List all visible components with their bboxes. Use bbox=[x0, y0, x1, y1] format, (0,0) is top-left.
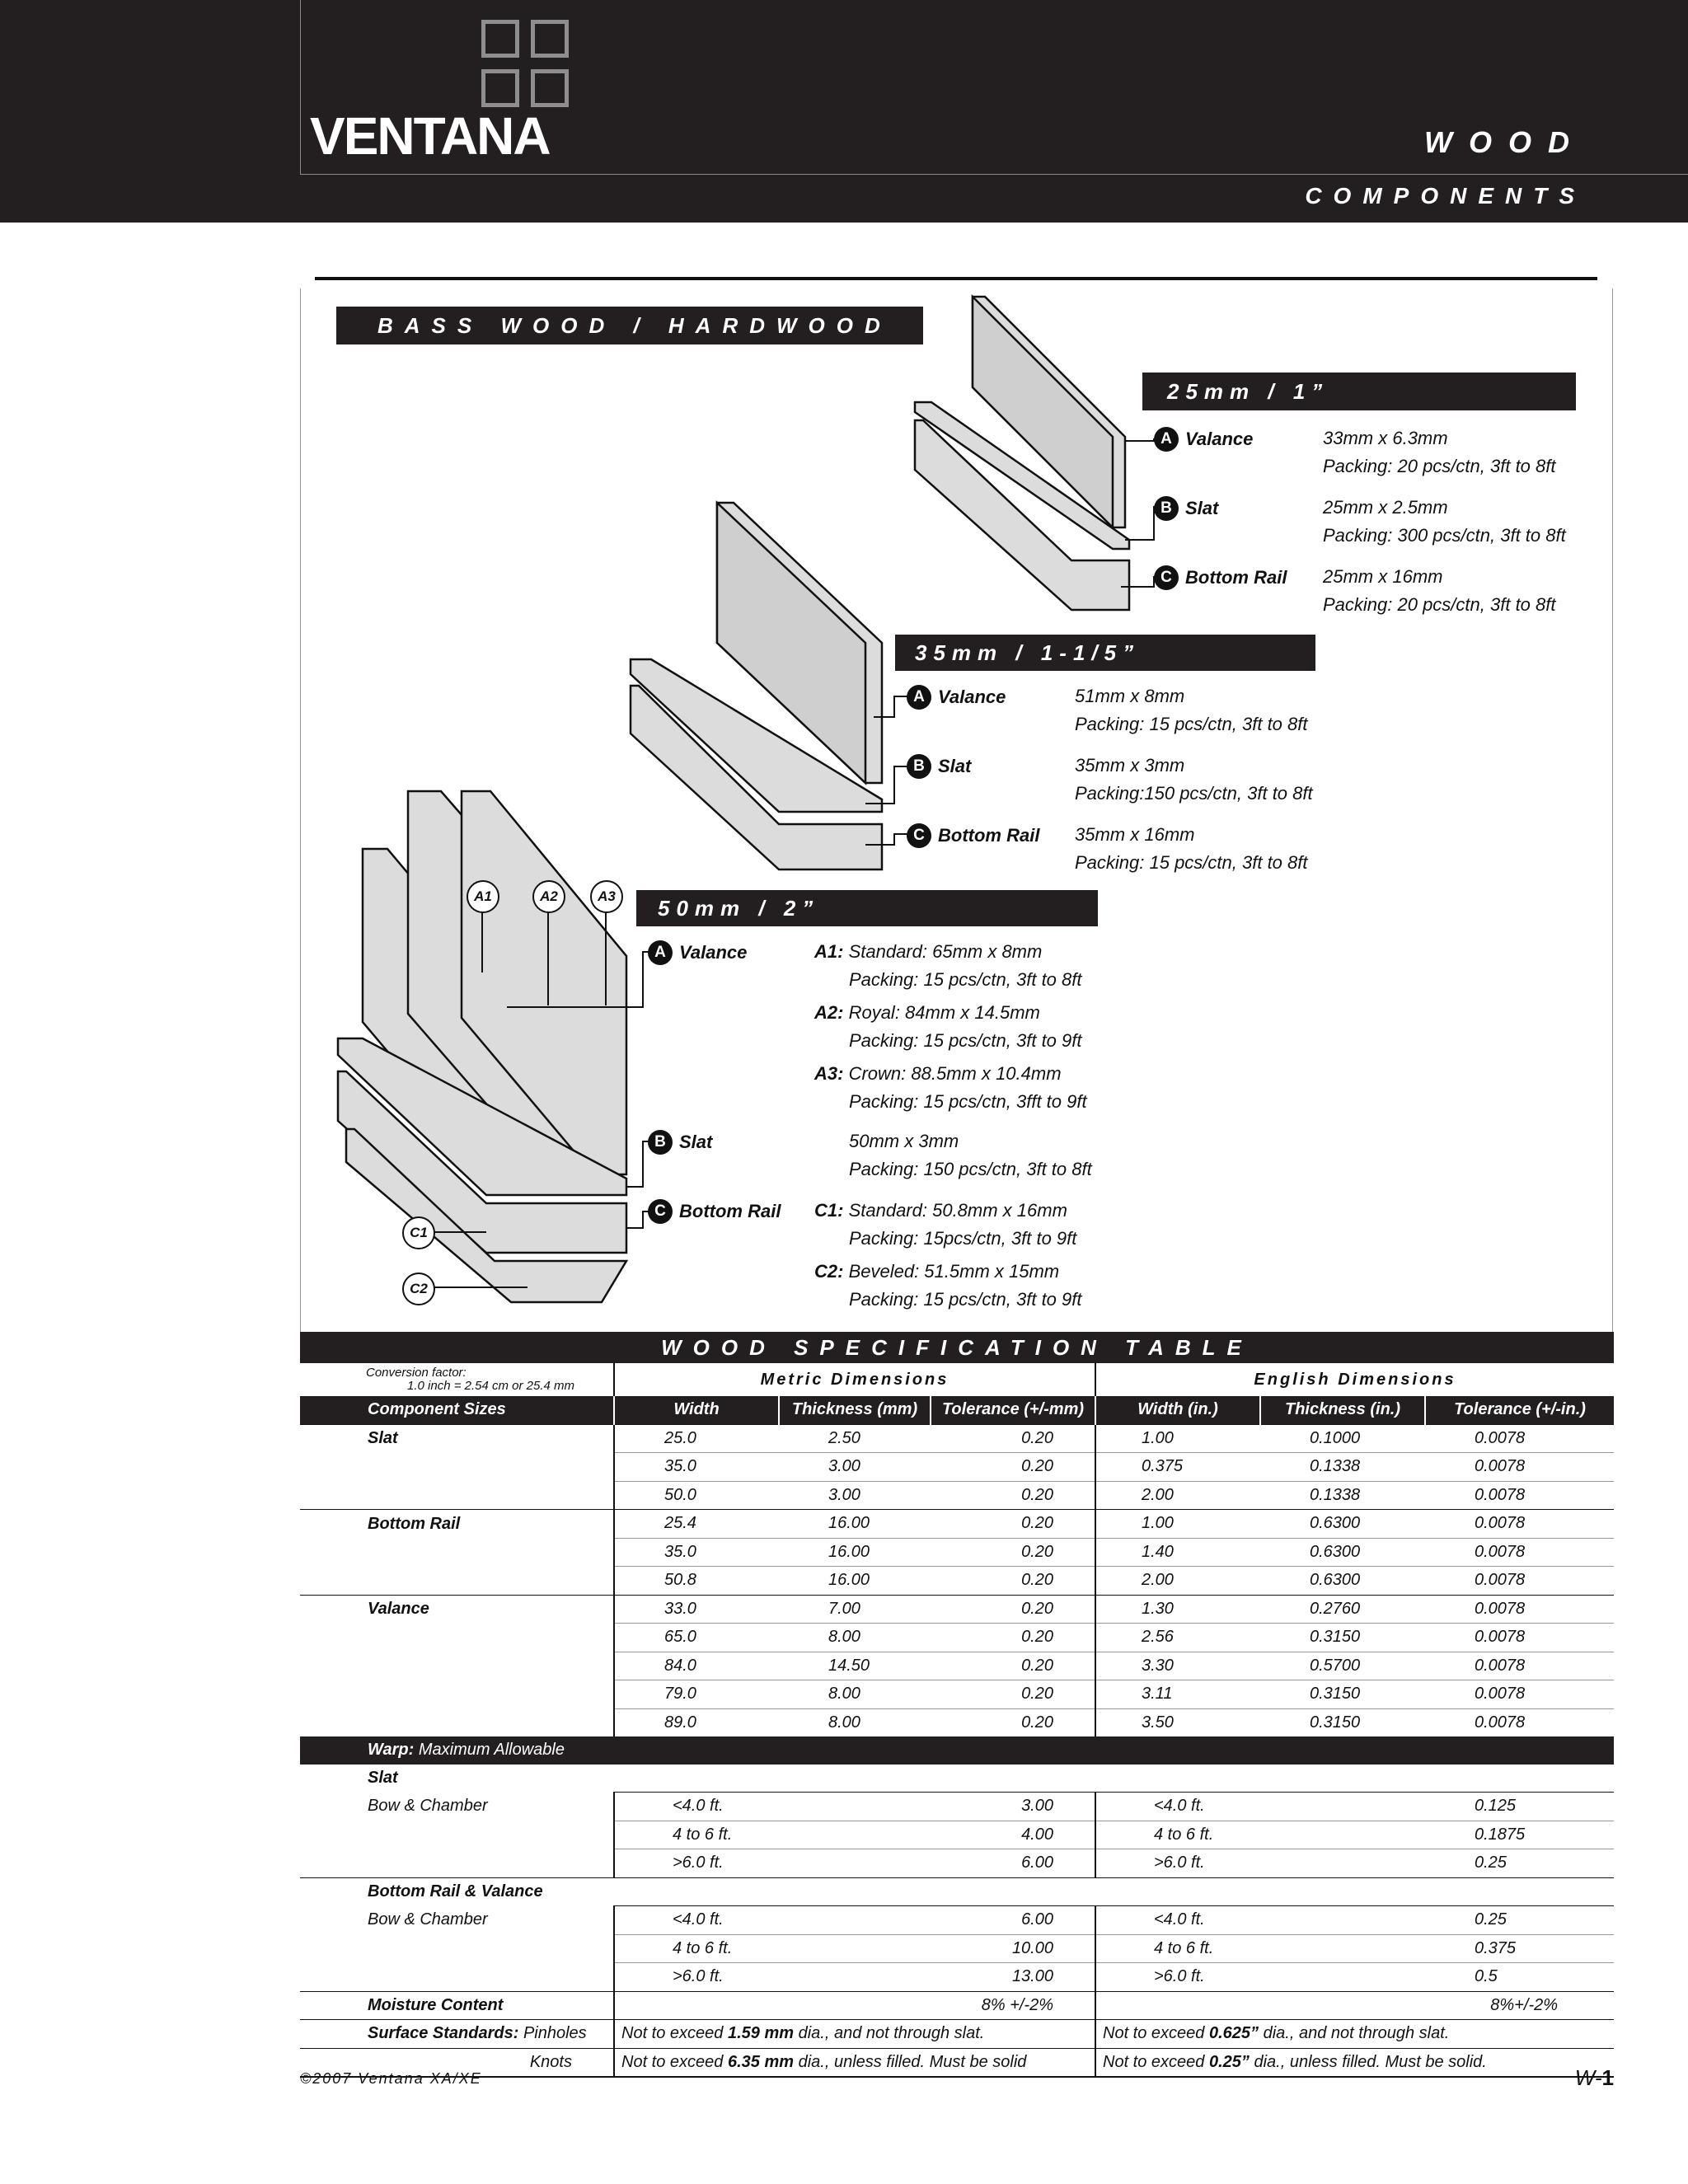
cell-value: 0.6300 bbox=[1260, 1510, 1425, 1539]
component-name bbox=[300, 1680, 614, 1709]
pinholes-label: Pinholes bbox=[523, 2024, 587, 2043]
cell-value: 3.50 bbox=[1095, 1708, 1260, 1736]
warp-rows bbox=[300, 1765, 1614, 1992]
warp-value: >6.0 ft. bbox=[614, 1849, 931, 1878]
cell-value: 3.30 bbox=[1095, 1652, 1260, 1680]
knots-english bbox=[1095, 2048, 1614, 2077]
wood-specification-table bbox=[300, 1332, 1614, 2078]
item-dims: 35mm x 16mm bbox=[1075, 824, 1195, 845]
text: Not to exceed bbox=[621, 2052, 728, 2071]
component-name bbox=[300, 1652, 614, 1680]
badge-a: A bbox=[1154, 427, 1179, 452]
badge-b: B bbox=[648, 1130, 673, 1155]
column-header: Tolerance (+/-mm) bbox=[931, 1396, 1095, 1424]
table-row bbox=[300, 1481, 1614, 1510]
cell-value: 0.20 bbox=[931, 1567, 1095, 1596]
warp-row bbox=[300, 1934, 1614, 1963]
column-header: Thickness (mm) bbox=[779, 1396, 931, 1424]
variant-code: C1: bbox=[814, 1200, 844, 1221]
item-packing: Packing: 20 pcs/ctn, 3ft to 8ft bbox=[1323, 456, 1556, 476]
warp-label: Warp: bbox=[368, 1741, 415, 1760]
text: Not to exceed bbox=[1103, 2024, 1209, 2043]
warp-value: <4.0 ft. bbox=[614, 1906, 931, 1935]
warp-value: 6.00 bbox=[931, 1849, 1095, 1878]
callout-c2: C2 bbox=[402, 1272, 435, 1305]
cell-value: 3.00 bbox=[779, 1453, 931, 1482]
table-row bbox=[300, 1652, 1614, 1680]
warp-value: 0.5 bbox=[1425, 1963, 1614, 1992]
variant-code: A1: bbox=[814, 941, 844, 962]
cell-value: 25.4 bbox=[614, 1510, 779, 1539]
item-dims: 51mm x 8mm bbox=[1075, 686, 1185, 706]
cell-value: 2.56 bbox=[1095, 1624, 1260, 1652]
variant-dims: Standard: 65mm x 8mm bbox=[848, 941, 1043, 962]
component-name bbox=[300, 1481, 614, 1510]
cell-value: 0.20 bbox=[931, 1652, 1095, 1680]
text: Not to exceed bbox=[621, 2024, 728, 2043]
warp-row bbox=[300, 1793, 1614, 1821]
item-dims: 25mm x 2.5mm bbox=[1323, 497, 1448, 518]
variant-code: C2: bbox=[814, 1261, 844, 1282]
cell-value: 0.0078 bbox=[1425, 1567, 1614, 1596]
cell-value: 79.0 bbox=[614, 1680, 779, 1709]
badge-a: A bbox=[907, 685, 931, 710]
component-name bbox=[300, 1708, 614, 1736]
item-dims: 33mm x 6.3mm bbox=[1323, 428, 1448, 448]
cell-value: 0.1338 bbox=[1260, 1481, 1425, 1510]
cell-value: 0.0078 bbox=[1425, 1708, 1614, 1736]
pinholes-metric bbox=[614, 2020, 1095, 2049]
warp-sub bbox=[300, 1934, 614, 1963]
dimension-rows bbox=[300, 1424, 1614, 1736]
cell-value: 0.20 bbox=[931, 1680, 1095, 1709]
table-row bbox=[300, 1538, 1614, 1567]
moisture-metric: 8% +/-2% bbox=[614, 1991, 1095, 2020]
column-header: Width (in.) bbox=[1095, 1396, 1260, 1424]
logo: VENTANA bbox=[310, 106, 550, 166]
cell-value: 1.40 bbox=[1095, 1538, 1260, 1567]
cell-value: 0.0078 bbox=[1425, 1624, 1614, 1652]
warp-group-name: Slat bbox=[368, 1768, 398, 1787]
value: 0.25” bbox=[1208, 2052, 1250, 2071]
warp-value: <4.0 ft. bbox=[614, 1793, 931, 1821]
item-label: Slat bbox=[679, 1132, 713, 1153]
item-label: Slat bbox=[938, 756, 972, 777]
cell-value: 50.0 bbox=[614, 1481, 779, 1510]
cell-value: 16.00 bbox=[779, 1567, 931, 1596]
cell-value: 0.3150 bbox=[1260, 1680, 1425, 1709]
cell-value: 0.3150 bbox=[1260, 1624, 1425, 1652]
warp-value: 0.25 bbox=[1425, 1906, 1614, 1935]
cell-value: 0.20 bbox=[931, 1424, 1095, 1453]
warp-value: 0.25 bbox=[1425, 1849, 1614, 1878]
warp-row bbox=[300, 1821, 1614, 1849]
cell-value: 0.20 bbox=[931, 1624, 1095, 1652]
knots-metric bbox=[614, 2048, 1095, 2077]
warp-value: 13.00 bbox=[931, 1963, 1095, 1992]
table-row bbox=[300, 1624, 1614, 1652]
warp-value: 6.00 bbox=[931, 1906, 1095, 1935]
section-title: BASS WOOD / HARDWOOD bbox=[336, 307, 923, 344]
cell-value: 50.8 bbox=[614, 1567, 779, 1596]
cell-value: 14.50 bbox=[779, 1652, 931, 1680]
warp-sub bbox=[300, 1821, 614, 1849]
cell-value: 1.00 bbox=[1095, 1510, 1260, 1539]
table-row bbox=[300, 1708, 1614, 1736]
variant-packing: Packing: 15 pcs/ctn, 3ft to 9ft bbox=[849, 1289, 1082, 1310]
cell-value: 3.11 bbox=[1095, 1680, 1260, 1709]
cell-value: 0.2760 bbox=[1260, 1595, 1425, 1624]
cell-value: 0.20 bbox=[931, 1708, 1095, 1736]
cell-value: 1.00 bbox=[1095, 1424, 1260, 1453]
cell-value: 0.20 bbox=[931, 1595, 1095, 1624]
conversion-factor bbox=[300, 1363, 614, 1396]
variant-dims: Crown: 88.5mm x 10.4mm bbox=[848, 1063, 1062, 1084]
page-prefix: W- bbox=[1574, 2065, 1602, 2090]
item-dims: 50mm x 3mm bbox=[849, 1131, 959, 1151]
callout-a3: A3 bbox=[590, 880, 623, 913]
cell-value: 8.00 bbox=[779, 1680, 931, 1709]
warp-value: 4 to 6 ft. bbox=[1095, 1934, 1425, 1963]
cell-value: 2.00 bbox=[1095, 1481, 1260, 1510]
warp-value: >6.0 ft. bbox=[1095, 1849, 1425, 1878]
table-row bbox=[300, 1567, 1614, 1596]
warp-header bbox=[300, 1736, 1614, 1765]
cell-value: 2.50 bbox=[779, 1424, 931, 1453]
cell-value: 0.0078 bbox=[1425, 1510, 1614, 1539]
cell-value: 8.00 bbox=[779, 1708, 931, 1736]
page-num: 1 bbox=[1601, 2065, 1614, 2090]
badge-c: C bbox=[648, 1199, 673, 1224]
badge-c: C bbox=[1154, 565, 1179, 590]
cell-value: 3.00 bbox=[779, 1481, 931, 1510]
cell-value: 0.20 bbox=[931, 1538, 1095, 1567]
warp-sub bbox=[300, 1849, 614, 1878]
text: dia., unless filled. Must be solid bbox=[794, 2052, 1027, 2071]
size-heading-25mm: 25mm / 1” bbox=[1142, 373, 1576, 410]
variant-dims: Beveled: 51.5mm x 15mm bbox=[848, 1261, 1060, 1282]
surface-label: Surface Standards: bbox=[368, 2024, 519, 2043]
component-name bbox=[300, 1453, 614, 1482]
knots-label: Knots bbox=[300, 2048, 614, 2077]
item-packing: Packing: 15 pcs/ctn, 3ft to 8ft bbox=[1075, 852, 1308, 873]
item-packing: Packing: 20 pcs/ctn, 3ft to 8ft bbox=[1323, 594, 1556, 615]
component-name: Slat bbox=[300, 1424, 614, 1453]
warp-value: <4.0 ft. bbox=[1095, 1906, 1425, 1935]
cell-value: 0.0078 bbox=[1425, 1652, 1614, 1680]
warp-desc: Maximum Allowable bbox=[418, 1741, 565, 1760]
cell-value: 0.0078 bbox=[1425, 1680, 1614, 1709]
size-heading-50mm: 50mm / 2” bbox=[636, 890, 1098, 926]
item-dims: 35mm x 3mm bbox=[1075, 755, 1185, 776]
cell-value: 65.0 bbox=[614, 1624, 779, 1652]
variant-dims: Standard: 50.8mm x 16mm bbox=[848, 1200, 1067, 1221]
warp-group-header bbox=[300, 1765, 1614, 1793]
cell-value: 7.00 bbox=[779, 1595, 931, 1624]
cell-value: 0.0078 bbox=[1425, 1481, 1614, 1510]
warp-group-header bbox=[300, 1877, 1614, 1906]
badge-b: B bbox=[1154, 496, 1179, 521]
value: 6.35 mm bbox=[727, 2052, 795, 2071]
cell-value: 0.0078 bbox=[1425, 1538, 1614, 1567]
cell-value: 16.00 bbox=[779, 1510, 931, 1539]
cell-value: 0.0078 bbox=[1425, 1453, 1614, 1482]
warp-sub: Bow & Chamber bbox=[368, 1910, 488, 1929]
variant-packing: Packing: 15 pcs/ctn, 3fft to 9ft bbox=[849, 1091, 1087, 1112]
surface-pinholes-label bbox=[300, 2020, 614, 2049]
value: 0.625” bbox=[1208, 2024, 1259, 2043]
cell-value: 0.20 bbox=[931, 1510, 1095, 1539]
metric-header: Metric Dimensions bbox=[614, 1363, 1095, 1396]
table-row bbox=[300, 1453, 1614, 1482]
copyright: ©2007 Ventana XA/XE bbox=[300, 2070, 482, 2087]
item-dims: 25mm x 16mm bbox=[1323, 566, 1443, 587]
item-label: Bottom Rail bbox=[679, 1201, 781, 1222]
text: Not to exceed bbox=[1103, 2052, 1209, 2071]
column-header: Component Sizes bbox=[300, 1396, 614, 1424]
warp-sub bbox=[300, 1963, 614, 1992]
item-packing: Packing:150 pcs/ctn, 3ft to 8ft bbox=[1075, 783, 1313, 804]
badge-a: A bbox=[648, 940, 673, 965]
callout-a2: A2 bbox=[532, 880, 565, 913]
pinholes-english bbox=[1095, 2020, 1614, 2049]
variant-packing: Packing: 15 pcs/ctn, 3ft to 8ft bbox=[849, 969, 1082, 990]
page-title: WOOD bbox=[1424, 125, 1586, 159]
component-name bbox=[300, 1567, 614, 1596]
column-header: Width bbox=[614, 1396, 779, 1424]
item-label: Bottom Rail bbox=[938, 825, 1040, 846]
callout-a1: A1 bbox=[467, 880, 499, 913]
variant-packing: Packing: 15 pcs/ctn, 3ft to 9ft bbox=[849, 1030, 1082, 1051]
warp-value: >6.0 ft. bbox=[614, 1963, 931, 1992]
moisture-label: Moisture Content bbox=[300, 1991, 614, 2020]
item-label: Slat bbox=[1185, 498, 1219, 519]
table-row bbox=[300, 1510, 1614, 1539]
text: dia., and not through slat. bbox=[794, 2024, 985, 2043]
item-packing: Packing: 300 pcs/ctn, 3ft to 8ft bbox=[1323, 525, 1566, 546]
item-packing: Packing: 15 pcs/ctn, 3ft to 8ft bbox=[1075, 714, 1308, 734]
cell-value: 1.30 bbox=[1095, 1595, 1260, 1624]
warp-value: 4 to 6 ft. bbox=[1095, 1821, 1425, 1849]
size-heading-35mm: 35mm / 1-1/5” bbox=[895, 635, 1315, 671]
variant-packing: Packing: 15pcs/ctn, 3ft to 9ft bbox=[849, 1228, 1077, 1249]
cell-value: 8.00 bbox=[779, 1624, 931, 1652]
cell-value: 35.0 bbox=[614, 1538, 779, 1567]
page-number bbox=[1575, 2065, 1614, 2091]
page-subtitle: COMPONENTS bbox=[1305, 183, 1586, 209]
cell-value: 0.3150 bbox=[1260, 1708, 1425, 1736]
item-label: Valance bbox=[679, 942, 748, 963]
item-packing: Packing: 150 pcs/ctn, 3ft to 8ft bbox=[849, 1159, 1092, 1179]
warp-value: 0.1875 bbox=[1425, 1821, 1614, 1849]
variant-code: A2: bbox=[814, 1002, 844, 1023]
table-row bbox=[300, 1595, 1614, 1624]
warp-row bbox=[300, 1849, 1614, 1878]
table-row bbox=[300, 1424, 1614, 1453]
cell-value: 84.0 bbox=[614, 1652, 779, 1680]
callout-c1: C1 bbox=[402, 1216, 435, 1249]
component-name bbox=[300, 1538, 614, 1567]
badge-c: C bbox=[907, 823, 931, 848]
table-row bbox=[300, 1680, 1614, 1709]
text: dia., unless filled. Must be solid. bbox=[1249, 2052, 1487, 2071]
component-name: Bottom Rail bbox=[300, 1510, 614, 1539]
cell-value: 89.0 bbox=[614, 1708, 779, 1736]
value: 1.59 mm bbox=[727, 2024, 795, 2043]
warp-row bbox=[300, 1963, 1614, 1992]
variant-dims: Royal: 84mm x 14.5mm bbox=[848, 1002, 1040, 1023]
warp-value: 0.375 bbox=[1425, 1934, 1614, 1963]
warp-value: 4.00 bbox=[931, 1821, 1095, 1849]
cell-value: 16.00 bbox=[779, 1538, 931, 1567]
warp-value: 10.00 bbox=[931, 1934, 1095, 1963]
conversion-value: 1.0 inch = 2.54 cm or 25.4 mm bbox=[407, 1379, 575, 1393]
variant-code: A3: bbox=[814, 1063, 844, 1084]
table-title: WOOD SPECIFICATION TABLE bbox=[300, 1332, 1614, 1363]
cell-value: 0.6300 bbox=[1260, 1567, 1425, 1596]
cell-value: 0.20 bbox=[931, 1453, 1095, 1482]
warp-value: 4 to 6 ft. bbox=[614, 1934, 931, 1963]
component-name bbox=[300, 1624, 614, 1652]
cell-value: 0.1000 bbox=[1260, 1424, 1425, 1453]
cell-value: 0.1338 bbox=[1260, 1453, 1425, 1482]
cell-value: 0.0078 bbox=[1425, 1595, 1614, 1624]
cell-value: 0.6300 bbox=[1260, 1538, 1425, 1567]
item-label: Valance bbox=[1185, 429, 1254, 450]
column-header: Tolerance (+/-in.) bbox=[1425, 1396, 1614, 1424]
cell-value: 0.0078 bbox=[1425, 1424, 1614, 1453]
warp-value: 0.125 bbox=[1425, 1793, 1614, 1821]
warp-row bbox=[300, 1906, 1614, 1935]
warp-value: <4.0 ft. bbox=[1095, 1793, 1425, 1821]
item-label: Bottom Rail bbox=[1185, 567, 1287, 588]
cell-value: 35.0 bbox=[614, 1453, 779, 1482]
warp-value: 4 to 6 ft. bbox=[614, 1821, 931, 1849]
column-header-row bbox=[300, 1396, 1614, 1424]
component-name: Valance bbox=[300, 1595, 614, 1624]
item-label: Valance bbox=[938, 687, 1006, 708]
text: dia., and not through slat. bbox=[1259, 2024, 1450, 2043]
moisture-english: 8%+/-2% bbox=[1095, 1991, 1614, 2020]
cell-value: 25.0 bbox=[614, 1424, 779, 1453]
cell-value: 33.0 bbox=[614, 1595, 779, 1624]
warp-value: >6.0 ft. bbox=[1095, 1963, 1425, 1992]
warp-group-name: Bottom Rail & Valance bbox=[300, 1877, 1614, 1906]
warp-sub: Bow & Chamber bbox=[368, 1797, 488, 1816]
warp-value: 3.00 bbox=[931, 1793, 1095, 1821]
column-header: Thickness (in.) bbox=[1260, 1396, 1425, 1424]
english-header: English Dimensions bbox=[1095, 1363, 1614, 1396]
cell-value: 0.375 bbox=[1095, 1453, 1260, 1482]
badge-b: B bbox=[907, 754, 931, 779]
cell-value: 0.20 bbox=[931, 1481, 1095, 1510]
cell-value: 2.00 bbox=[1095, 1567, 1260, 1596]
conversion-label: Conversion factor: bbox=[366, 1366, 467, 1380]
cell-value: 0.5700 bbox=[1260, 1652, 1425, 1680]
